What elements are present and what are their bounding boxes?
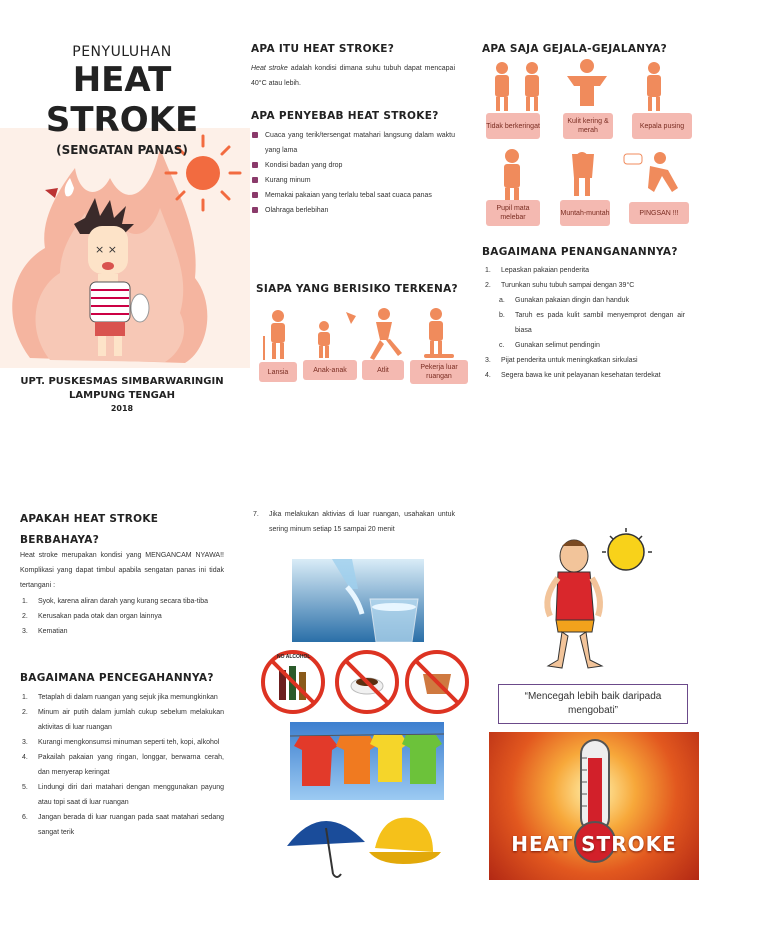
penanganan-heading: BAGAIMANA PENANGANANNYA?	[482, 246, 678, 258]
risk-tag-atlit: Atlit	[362, 360, 404, 380]
risk-tag-pekerja: Pekerja luar ruangan	[410, 360, 468, 384]
water-glass-image	[292, 559, 424, 642]
penanganan-sub-list	[485, 293, 685, 353]
list-item: 3. Kematian	[22, 628, 68, 635]
bahaya-list	[22, 594, 224, 639]
cover-title-line3: (SENGATAN PANAS)	[56, 143, 188, 157]
list-item: a. Gunakan pakaian dingin dan handuk	[499, 297, 630, 304]
no-drinks-icons	[259, 648, 469, 716]
list-item: Kurang minum	[251, 173, 455, 188]
apa-itu-text	[251, 61, 455, 91]
symptom-tag-4: Pupil mata melebar	[486, 200, 540, 226]
list-item: b. Taruh es pada kulit sambil menyemprot dengan air biasa	[499, 312, 685, 334]
apa-itu-body: adalah kondisi dimana suhu tubuh dapat mencapai 40°C atau lebih.	[251, 65, 455, 87]
penanganan-list	[485, 263, 685, 293]
heat-stroke-poster	[489, 732, 699, 880]
pencegahan-heading: BAGAIMANA PENCEGAHANNYA?	[20, 672, 214, 684]
no-alcohol-label: NO ALCOHOL	[277, 654, 311, 660]
list-item: Memakai pakaian yang terlalu tebal saat cuaca panas	[251, 188, 455, 203]
berisiko-heading: SIAPA YANG BERISIKO TERKENA?	[256, 283, 458, 295]
list-item: 4. Pakailah pakaian yang ringan, longgar, berwarna cerah, dan menyerap keringat	[22, 754, 224, 776]
list-item: Cuaca yang terik/tersengat matahari langsung dalam waktu yang lama	[251, 128, 455, 158]
poster-title: HEAT STROKE	[511, 832, 677, 856]
list-item: 3. Pijat penderita untuk meningkatkan sirkulasi	[485, 357, 638, 364]
risk-group-illustrations	[256, 306, 468, 362]
symptom-tag-5: Muntah-muntah	[560, 200, 610, 226]
apa-itu-term: Heat stroke	[251, 65, 288, 72]
svg-text:× ×: × ×	[95, 243, 117, 256]
list-item: 1. Syok, karena aliran darah yang kurang secara tiba-tiba	[22, 598, 209, 605]
risk-tag-anak: Anak-anak	[303, 360, 357, 380]
symptom-tag-2: Kulit kering & merah	[563, 113, 613, 139]
pencegahan-list	[22, 690, 224, 840]
list-item: 7. Jika melakukan aktivias di luar ruangan, usahakan untuk sering minum setiap 15 sampai 20 menit	[253, 511, 455, 533]
list-item: 5. Lindungi diri dari matahari dengan menggunakan payung atau topi saat di luar ruangan	[22, 784, 224, 806]
list-item: 4. Segera bawa ke unit pelayanan kesehatan terdekat	[485, 372, 661, 379]
list-item: 6. Jangan berada di luar ruangan pada saat matahari sedang sangat terik	[22, 814, 224, 836]
list-item: 2. Turunkan suhu tubuh sampai dengan 39°C	[485, 282, 635, 289]
quote-text: “Mencegah lebih baik daripada mengobati”	[524, 691, 662, 716]
symptom-tag-3: Kepala pusing	[632, 113, 692, 139]
list-item: 2. Kerusakan pada otak dan organ lainnya	[22, 613, 162, 620]
list-item: Olahraga berlebihan	[251, 203, 455, 218]
cover-illustration	[0, 128, 250, 368]
bahaya-intro: Heat stroke merupakan kondisi yang MENGANCAM NYAWA!! Komplikasi yang dapat timbul apabila sengatan panas ini tidak tertangani :	[20, 552, 224, 589]
penyebab-heading: APA PENYEBAB HEAT STROKE?	[251, 110, 439, 122]
umbrella-hat-image	[283, 808, 443, 880]
symptom-tag-1: Tidak berkeringat	[486, 113, 540, 139]
overheated-man-image	[528, 528, 658, 672]
cover-title-line1: HEAT	[72, 60, 172, 100]
list-item: 1. Tetaplah di dalam ruangan yang sejuk jika memungkinkan	[22, 694, 218, 701]
risk-tag-lansia: Lansia	[259, 362, 297, 382]
cover-org-line1: UPT. PUSKESMAS SIMBARWARINGIN	[20, 376, 224, 387]
clothes-line-image	[290, 722, 444, 800]
symptom-tag-6: PINGSAN !!!	[629, 202, 689, 224]
list-item: 2. Minum air putih dalam jumlah cukup sebelum melakukan aktivitas di luar ruangan	[22, 709, 224, 731]
penanganan-list-cont	[485, 353, 685, 383]
list-item: 1. Lepaskan pakaian penderita	[485, 267, 589, 274]
bahaya-heading: APAKAH HEAT STROKE BERBAHAYA?	[20, 513, 159, 546]
gejala-heading: APA SAJA GEJALA-GEJALANYA?	[482, 43, 668, 55]
cover-org-line2: LAMPUNG TENGAH	[69, 390, 175, 401]
penyebab-list	[251, 128, 455, 218]
cover-subtitle: PENYULUHAN	[72, 44, 172, 60]
list-item: Kondisi badan yang drop	[251, 158, 455, 173]
cover-year: 2018	[110, 404, 134, 413]
quote-box	[498, 684, 688, 724]
cover-title-line2: STROKE	[45, 100, 199, 140]
apa-itu-heading: APA ITU HEAT STROKE?	[251, 43, 395, 55]
list-item: 3. Kurangi mengkonsumsi minuman seperti teh, kopi, alkohol	[22, 739, 220, 746]
pencegahan-list-cont	[253, 507, 455, 537]
list-item: c. Gunakan selimut pendingin	[499, 342, 600, 349]
